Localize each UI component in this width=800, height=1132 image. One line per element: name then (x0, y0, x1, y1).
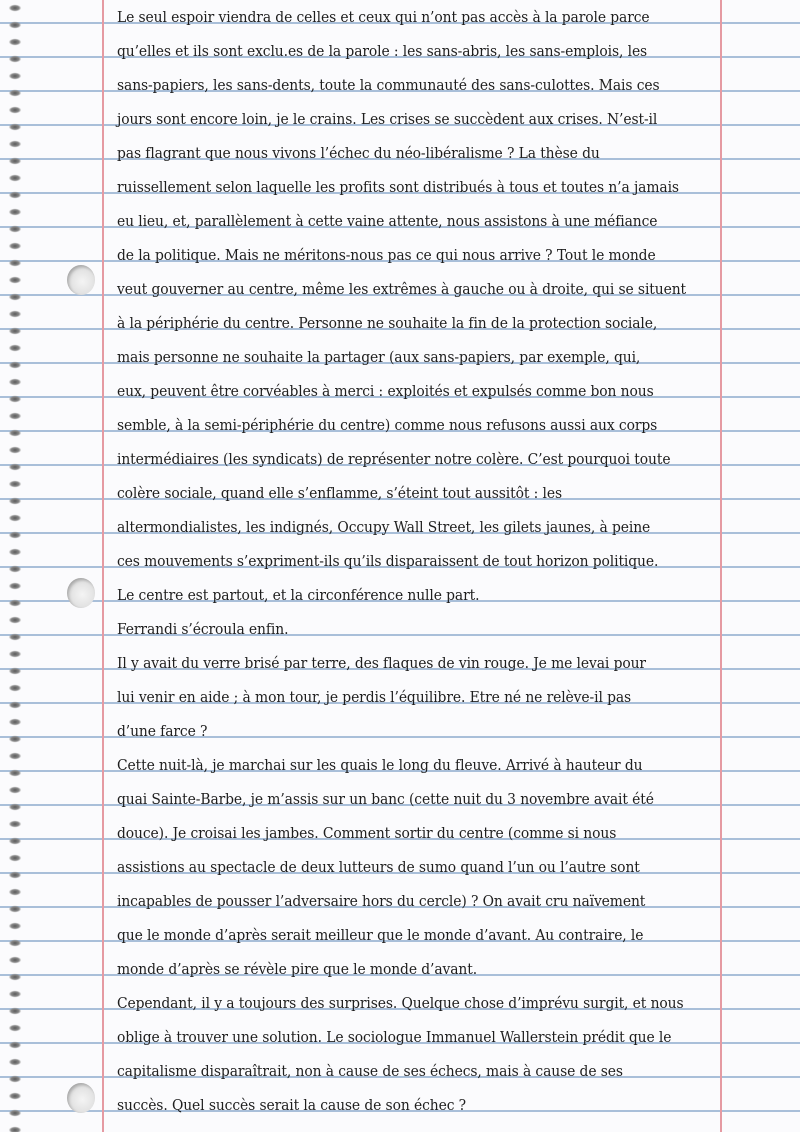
text-line: colère sociale, quand elle s’enflamme, s’éteint tout aussitôt : les (117, 485, 563, 502)
text-line: jours sont encore loin, je le crains. Les crises se succèdent aux crises. N’est-il (117, 111, 658, 128)
text-line: Le centre est partout, et la circonférence nulle part. (117, 587, 480, 604)
text-line: Ferrandi s’écroula enfin. (117, 621, 289, 638)
text-line: intermédiaires (les syndicats) de représenter notre colère. C’est pourquoi toute (117, 451, 671, 468)
text-line: capitalisme disparaîtrait, non à cause de ses échecs, mais à cause de ses (117, 1063, 623, 1080)
punch-hole (67, 1083, 95, 1113)
text-line: de la politique. Mais ne méritons-nous pas ce qui nous arrive ? Tout le monde (117, 247, 656, 264)
text-line: lui venir en aide ; à mon tour, je perdis l’équilibre. Etre né ne relève-il pas (117, 689, 632, 706)
text-line: monde d’après se révèle pire que le monde d’avant. (117, 961, 478, 978)
text-line: incapables de pousser l’adversaire hors du cercle) ? On avait cru naïvement (117, 893, 646, 910)
text-line: veut gouverner au centre, même les extrêmes à gauche ou à droite, qui se situent (117, 281, 687, 298)
text-line: ruissellement selon laquelle les profits sont distribués à tous et toutes n’a jamais (117, 179, 679, 196)
text-line: à la périphérie du centre. Personne ne souhaite la fin de la protection sociale, (117, 315, 658, 332)
punch-hole (67, 265, 95, 295)
text-line: Le seul espoir viendra de celles et ceux qui n’ont pas accès à la parole parce (117, 9, 650, 26)
text-line: altermondialistes, les indignés, Occupy Wall Street, les gilets jaunes, à peine (117, 519, 651, 536)
text-line: quai Sainte-Barbe, je m’assis sur un banc (cette nuit du 3 novembre avait été (117, 791, 654, 808)
text-line: assistions au spectacle de deux lutteurs de sumo quand l’un ou l’autre sont (117, 859, 640, 876)
text-line: succès. Quel succès serait la cause de son échec ? (117, 1097, 467, 1114)
text-line: Cependant, il y a toujours des surprises. Quelque chose d’imprévu surgit, et nous (117, 995, 684, 1012)
punch-hole (67, 578, 95, 608)
text-line: douce). Je croisai les jambes. Comment sortir du centre (comme si nous (117, 825, 617, 842)
text-line: eux, peuvent être corvéables à merci : exploités et expulsés comme bon nous (117, 383, 654, 400)
text-line: pas flagrant que nous vivons l’échec du néo-libéralisme ? La thèse du (117, 145, 600, 162)
text-line: sans-papiers, les sans-dents, toute la communauté des sans-culottes. Mais ces (117, 77, 660, 94)
text-line: semble, à la semi-périphérie du centre) comme nous refusons aussi aux corps (117, 417, 658, 434)
spiral-binding (0, 0, 30, 1132)
text-line: mais personne ne souhaite la partager (aux sans-papiers, par exemple, qui, (117, 349, 641, 366)
left-margin-line (102, 0, 104, 1132)
text-line: Il y avait du verre brisé par terre, des flaques de vin rouge. Je me levai pour (117, 655, 646, 672)
text-line: qu’elles et ils sont exclu.es de la parole : les sans-abris, les sans-emplois, les (117, 43, 648, 60)
text-line: d’une farce ? (117, 723, 208, 740)
text-line: ces mouvements s’expriment-ils qu’ils disparaissent de tout horizon politique. (117, 553, 659, 570)
document-text (117, 1, 722, 1123)
text-line: eu lieu, et, parallèlement à cette vaine attente, nous assistons à une méfiance (117, 213, 658, 230)
text-line: oblige à trouver une solution. Le sociologue Immanuel Wallerstein prédit que le (117, 1029, 672, 1046)
text-line: que le monde d’après serait meilleur que le monde d’avant. Au contraire, le (117, 927, 644, 944)
text-line: Cette nuit-là, je marchai sur les quais le long du fleuve. Arrivé à hauteur du (117, 757, 643, 774)
